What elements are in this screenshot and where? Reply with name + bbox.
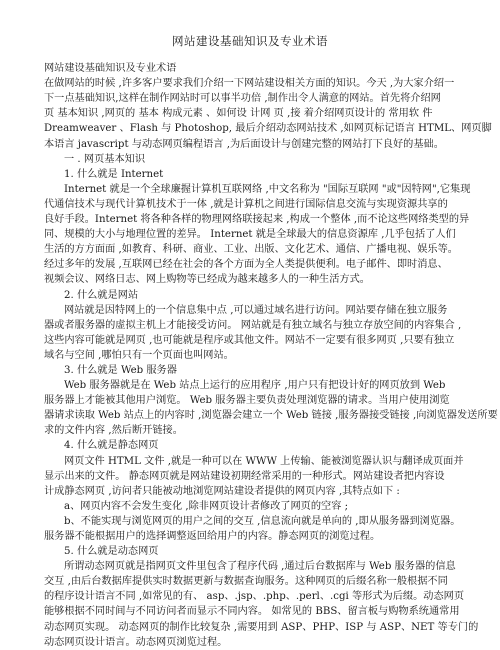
document-body bbox=[44, 61, 498, 650]
text-line: 显示出来的文件。 静态网页就是网站建设初期经常采用的一种形式。网站建设者把内容设 bbox=[44, 470, 445, 482]
text-line: b、不能实现与浏览网页的用户之间的交互 ,信息流向就是单向的 ,即从服务器到浏览器。 bbox=[64, 515, 461, 527]
text-line: 1. 什么就是 Internet bbox=[64, 168, 164, 180]
text-line: 代通信技术与现代计算机技术于一体 ,就是计算机之间进行国际信息交流与实现资源共享的 bbox=[44, 198, 448, 210]
text-line: 服务器上才能被其他用户浏览。 Web 服务器主要负责处理浏览器的请求。当用户使用浏览 bbox=[44, 395, 450, 407]
text-line: 生活的方方面面 ,如教育、科研、商业、工业、出版、文化艺术、通信、广播电视、娱乐等。 bbox=[44, 244, 458, 256]
text-line: 5. 什么就是动态网页 bbox=[64, 546, 159, 558]
text-line: 动态网页设计语言。动态网页浏览过程。 bbox=[44, 636, 228, 648]
text-line: 服务器不能根据用户的选择调整返回给用户的内容。静态网页的浏览过程。 bbox=[44, 531, 381, 542]
text-line: 视频会议、网络日志、网上购物等已经成为越来越多人的一种生活方式。 bbox=[44, 274, 370, 286]
text-line: 器请求读取 Web 站点上的内容时 ,浏览器会建立一个 Web 链接 ,服务器接受链接 ,向浏览器发送所要 bbox=[44, 410, 498, 422]
text-line: 页 基本知识 ,网页的 基本 构成元素 、如何设 计网 页 ,接 着介绍网页设计的 常用软 件 bbox=[44, 108, 433, 120]
text-line: 下一点基础知识,这样在制作网站时可以事半功倍 ,制作出令人满意的网站。首先将介绍网 bbox=[44, 93, 441, 105]
page-title: 网站建设基础知识及专业术语 bbox=[172, 34, 328, 48]
text-line: 2. 什么就是网站 bbox=[64, 289, 139, 301]
text-line: 动态网页实现。 动态网页的制作比较复杂 ,需要用到 ASP、PHP、ISP 与 ASP、NET 等专门的 bbox=[44, 621, 479, 633]
text-line: 3. 什么就是 Web 服务器 bbox=[64, 364, 177, 376]
text-line: 所谓动态网页就是指网页文件里包含了程序代码 ,通过后台数据库与 Web 服务器的信息 bbox=[64, 561, 456, 573]
text-line: 求的文件内容 ,然后断开链接。 bbox=[44, 425, 183, 437]
text-line: 良好手段。Internet 将各种各样的物理网络联接起来 ,构成一个整体 ,而不论这些网络类型的异 bbox=[44, 214, 470, 226]
text-line: 同、规模的大小与地理位置的差异。 Internet 就是全球最大的信息资源库 ,几乎包括了人们 bbox=[44, 229, 456, 241]
text-line: Internet 就是一个全球廉握计算机互联网络 ,中文名称为 "国际互联网 "或"因特网",它集现 bbox=[64, 183, 471, 195]
text-line: 计成静态网页 ,访问者只能被动地浏览网站建设者提供的网页内容 ,其特点如下 : bbox=[44, 485, 400, 497]
text-line: 网站就是因特网上的一个信息集中点 ,可以通过域名进行访问。网站要存储在独立服务 bbox=[64, 304, 448, 316]
text-line: 在做网站的时候 ,许多客户要求我们介绍一下网站建设相关方面的知识。今天 ,为大家介绍一 bbox=[44, 78, 455, 90]
text-line: 本语言 javascript 与动态网页编程语言 ,为后面设计与创建完整的网站打下良好的基础。 bbox=[44, 138, 444, 150]
text-line: 网页文件 HTML 文件 ,就是一种可以在 WWW 上传输、能被浏览器认识与翻译成页面并 bbox=[64, 455, 464, 467]
text-line: a、网页内容不会发生变化 ,除非网页设计者修改了网页的空容 ; bbox=[64, 500, 349, 512]
text-line: 能够根据不同时间与不同访问者而显示不同内容。 如常见的 BBS、留言板与购物系统通常用 bbox=[44, 606, 460, 618]
text-line: 网站建设基础知识及专业术语 bbox=[44, 63, 177, 75]
text-line: 4. 什么就是静态网页 bbox=[64, 440, 159, 452]
text-line: 这些内容可能就是网页 ,也可能就是程序或其他文件。网站不一定要有很多网页 ,只要有独立 bbox=[44, 334, 455, 346]
text-line: 域名与空间 ,哪怕只有一个页面也叫网站。 bbox=[44, 349, 234, 361]
text-line: 经过多年的发展 ,互联网已经在社会的各个方面为全人类提供便利。电子邮件、即时消息、 bbox=[44, 259, 448, 271]
text-line: 的程序设计语言不同 ,如常见的有、 asp、.jsp、.php、.perl、.cgi 等形式为后缀。动态网页 bbox=[44, 591, 465, 603]
text-line: 器或者服务器的虚拟主机上才能接受访问。 网站就是有独立域名与独立存放空间的内容集合 , bbox=[44, 319, 462, 331]
text-line: Dreamweaver 、Flash 与 Photoshop, 最后介绍动态网站技术 ,如网页标记语言 HTML、网页脚 bbox=[44, 123, 492, 135]
text-line: 一 . 网页基本知识 bbox=[64, 153, 146, 165]
text-line: Web 服务器就是在 Web 站点上运行的应用程序 ,用户只有把设计好的网页放到 Web bbox=[64, 380, 446, 392]
text-line: 交互 ,由后台数据库提供实时数据更新与数据查询服务。这种网页的后缀名称一般根据不同 bbox=[44, 576, 448, 588]
